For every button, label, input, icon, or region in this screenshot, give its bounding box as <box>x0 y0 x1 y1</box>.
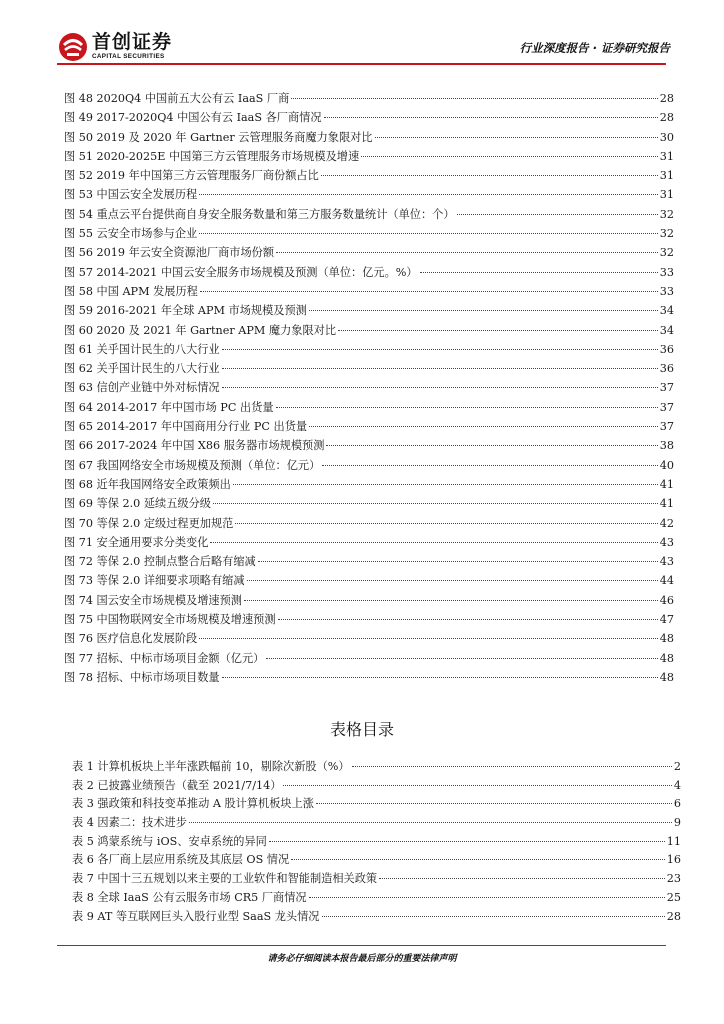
figure-index-entry[interactable] <box>64 109 674 128</box>
toc-page-number: 47 <box>659 613 674 627</box>
table-index-list <box>72 758 681 926</box>
toc-page-number: 30 <box>659 130 674 144</box>
toc-page-number: 41 <box>659 497 674 511</box>
toc-entry-title: 表 7 中国十三五规划以来主要的工业软件和智能制造相关政策 <box>72 872 378 886</box>
table-index-entry[interactable] <box>72 889 681 908</box>
toc-entry-title: 图 52 2019 年中国第三方云管理服务厂商份额占比 <box>64 169 319 183</box>
toc-page-number: 11 <box>666 834 681 848</box>
company-logo <box>58 32 172 62</box>
capital-securities-logo-icon <box>58 32 88 62</box>
toc-entry-title: 图 51 2020-2025E 中国第三方云管理服务市场规模及增速 <box>64 149 360 163</box>
toc-dot-leader <box>200 291 658 292</box>
toc-entry-title: 图 55 云安全市场参与企业 <box>64 227 198 241</box>
toc-page-number: 31 <box>659 188 674 202</box>
toc-page-number: 32 <box>659 207 674 221</box>
toc-page-number: 48 <box>659 632 674 646</box>
toc-entry-title: 图 48 2020Q4 中国前五大公有云 IaaS 厂商 <box>64 92 290 105</box>
toc-dot-leader <box>283 785 671 786</box>
toc-page-number: 32 <box>659 227 674 241</box>
toc-entry-title: 图 61 关乎国计民生的八大行业 <box>64 342 220 356</box>
toc-entry-title: 图 59 2016-2021 年全球 APM 市场规模及预测 <box>64 304 307 318</box>
toc-page-number: 37 <box>659 420 674 434</box>
toc-page-number: 25 <box>666 890 681 904</box>
toc-dot-leader <box>321 175 658 176</box>
figure-index-entry[interactable] <box>64 129 674 148</box>
toc-dot-leader <box>326 445 657 446</box>
figure-index-entry[interactable] <box>64 592 674 611</box>
toc-page-number: 46 <box>659 593 674 607</box>
figure-index-entry[interactable] <box>64 418 674 437</box>
toc-page-number: 48 <box>659 670 674 684</box>
toc-page-number: 40 <box>659 458 674 472</box>
toc-entry-title: 图 65 2014-2017 年中国商用分行业 PC 出货量 <box>64 420 308 434</box>
toc-entry-title: 图 49 2017-2020Q4 中国公有云 IaaS 各厂商情况 <box>64 111 322 125</box>
toc-dot-leader <box>222 368 658 369</box>
toc-page-number: 38 <box>659 439 674 453</box>
toc-dot-leader <box>199 638 658 639</box>
figure-index-entry[interactable] <box>64 186 674 205</box>
figure-index-entry[interactable] <box>64 515 674 534</box>
toc-entry-title: 图 50 2019 及 2020 年 Gartner 云管理服务商魔力象限对比 <box>64 130 373 144</box>
legal-disclaimer: 请务必仔细阅读本报告最后部分的重要法律声明 <box>267 954 457 964</box>
toc-page-number: 28 <box>666 909 681 923</box>
toc-entry-title: 图 57 2014-2021 中国云安全服务市场规模及预测（单位：亿元。%） <box>64 265 418 279</box>
figure-index-entry[interactable] <box>64 553 674 572</box>
toc-dot-leader <box>247 580 658 581</box>
toc-dot-leader <box>199 194 658 195</box>
figure-index-entry[interactable] <box>64 341 674 360</box>
toc-page-number: 28 <box>659 111 674 125</box>
toc-dot-leader <box>420 272 658 273</box>
toc-dot-leader <box>244 600 658 601</box>
figure-index-entry[interactable] <box>64 611 674 630</box>
table-index-entry[interactable] <box>72 833 681 852</box>
toc-dot-leader <box>352 766 672 767</box>
toc-page-number: 42 <box>659 516 674 530</box>
figure-index-entry[interactable] <box>64 225 674 244</box>
toc-entry-title: 图 70 等保 2.0 定级过程更加规范 <box>64 516 234 530</box>
toc-page-number: 44 <box>659 574 674 588</box>
toc-entry-title: 图 71 安全通用要求分类变化 <box>64 535 209 549</box>
toc-entry-title: 表 8 全球 IaaS 公有云服务市场 CR5 厂商情况 <box>72 890 307 904</box>
page-header <box>0 0 724 70</box>
figure-index-list <box>64 90 674 688</box>
toc-entry-title: 图 75 中国物联网安全市场规模及增速预测 <box>64 613 276 627</box>
toc-dot-leader <box>233 484 658 485</box>
toc-entry-title: 图 64 2014-2017 年中国市场 PC 出货量 <box>64 400 274 414</box>
toc-entry-title: 图 66 2017-2024 年中国 X86 服务器市场规模预测 <box>64 439 325 453</box>
toc-dot-leader <box>309 310 658 311</box>
toc-page-number: 6 <box>673 797 681 811</box>
toc-entry-title: 表 6 各厂商上层应用系统及其底层 OS 情况 <box>72 853 290 867</box>
toc-dot-leader <box>276 252 658 253</box>
toc-dot-leader <box>210 542 657 543</box>
figure-index-entry[interactable] <box>64 476 674 495</box>
table-index-entry[interactable] <box>72 814 681 833</box>
toc-page-number: 34 <box>659 304 674 318</box>
toc-entry-title: 图 74 国云安全市场规模及增速预测 <box>64 593 242 607</box>
toc-page-number: 34 <box>659 323 674 337</box>
toc-page-number: 4 <box>673 778 681 792</box>
toc-entry-title: 图 77 招标、中标市场项目金额（亿元） <box>64 651 265 665</box>
table-index-entry[interactable] <box>72 870 681 889</box>
toc-dot-leader <box>213 503 658 504</box>
toc-entry-title: 表 9 AT 等互联网巨头入股行业型 SaaS 龙头情况 <box>72 909 320 923</box>
toc-page-number: 43 <box>659 555 674 569</box>
figure-index-entry[interactable] <box>64 457 674 476</box>
logo-chinese-name: 首创证券 <box>92 31 173 53</box>
toc-page-number: 9 <box>673 816 681 830</box>
toc-entry-title: 图 56 2019 年云安全资源池厂商市场份额 <box>64 246 275 260</box>
header-divider <box>57 63 666 65</box>
toc-page-number: 23 <box>666 872 681 886</box>
toc-page-number: 32 <box>659 246 674 260</box>
toc-dot-leader <box>276 407 658 408</box>
toc-dot-leader <box>222 677 658 678</box>
toc-entry-title: 表 2 已披露业绩预告（截至 2021/7/14） <box>72 778 282 792</box>
table-index-entry[interactable] <box>72 908 681 927</box>
footer-divider <box>57 945 666 946</box>
toc-entry-title: 图 62 关乎国计民生的八大行业 <box>64 362 220 376</box>
toc-page-number: 2 <box>673 760 681 773</box>
toc-dot-leader <box>379 878 665 879</box>
toc-dot-leader <box>222 349 658 350</box>
toc-dot-leader <box>361 156 658 157</box>
toc-entry-title: 表 5 鸿蒙系统与 iOS、安卓系统的异同 <box>72 834 267 848</box>
toc-dot-leader <box>269 841 665 842</box>
figure-index-entry[interactable] <box>64 495 674 514</box>
report-type-label: 行业深度报告 · 证券研究报告 <box>519 41 670 55</box>
toc-page-number: 48 <box>659 651 674 665</box>
figure-index-entry[interactable] <box>64 360 674 379</box>
toc-dot-leader <box>189 822 672 823</box>
logo-english-name: CAPITAL SECURITIES <box>92 53 165 60</box>
toc-dot-leader <box>316 803 672 804</box>
toc-page-number: 28 <box>659 92 674 105</box>
toc-page-number: 36 <box>659 362 674 376</box>
toc-page-number: 33 <box>659 265 674 279</box>
toc-dot-leader <box>309 897 665 898</box>
toc-page-number: 16 <box>666 853 681 867</box>
toc-dot-leader <box>375 137 658 138</box>
toc-entry-title: 表 4 因素二：技术进步 <box>72 816 187 830</box>
figure-index-entry[interactable] <box>64 148 674 167</box>
toc-entry-title: 图 54 重点云平台提供商自身安全服务数量和第三方服务数量统计（单位：个） <box>64 207 455 221</box>
table-index-entry[interactable] <box>72 851 681 870</box>
toc-entry-title: 图 63 信创产业链中外对标情况 <box>64 381 220 395</box>
figure-index-entry[interactable] <box>64 437 674 456</box>
toc-entry-title: 图 69 等保 2.0 延续五级分级 <box>64 497 211 511</box>
table-index-entry[interactable] <box>72 758 681 777</box>
figure-index-entry[interactable] <box>64 669 674 688</box>
toc-entry-title: 图 67 我国网络安全市场规模及预测（单位：亿元） <box>64 458 321 472</box>
toc-dot-leader <box>322 465 657 466</box>
toc-entry-title: 表 1 计算机板块上半年涨跌幅前 10，剔除次新股（%） <box>72 760 350 773</box>
toc-entry-title: 图 78 招标、中标市场项目数量 <box>64 670 220 684</box>
toc-entry-title: 图 76 医疗信息化发展阶段 <box>64 632 198 646</box>
figure-index-entry[interactable] <box>64 630 674 649</box>
toc-dot-leader <box>222 387 658 388</box>
figure-index-entry[interactable] <box>64 399 674 418</box>
figure-index-entry[interactable] <box>64 90 674 109</box>
figure-index-entry[interactable] <box>64 244 674 263</box>
toc-entry-title: 图 72 等保 2.0 控制点整合后略有缩减 <box>64 555 256 569</box>
toc-entry-title: 图 68 近年我国网络安全政策频出 <box>64 477 231 491</box>
toc-dot-leader <box>291 859 665 860</box>
toc-page-number: 41 <box>659 477 674 491</box>
toc-dot-leader <box>324 117 658 118</box>
toc-page-number: 31 <box>659 169 674 183</box>
toc-page-number: 43 <box>659 535 674 549</box>
toc-dot-leader <box>322 916 665 917</box>
toc-dot-leader <box>199 233 658 234</box>
figure-index-entry[interactable] <box>64 572 674 591</box>
table-index-entry[interactable] <box>72 795 681 814</box>
toc-dot-leader <box>258 561 658 562</box>
figure-index-entry[interactable] <box>64 650 674 669</box>
toc-entry-title: 图 73 等保 2.0 详细要求项略有缩减 <box>64 574 245 588</box>
toc-dot-leader <box>309 426 658 427</box>
toc-entry-title: 图 60 2020 及 2021 年 Gartner APM 魔力象限对比 <box>64 323 337 337</box>
toc-page-number: 31 <box>659 149 674 163</box>
toc-dot-leader <box>235 523 657 524</box>
toc-entry-title: 表 3 强政策和科技变革推动 A 股计算机板块上涨 <box>72 797 314 811</box>
toc-entry-title: 图 53 中国云安全发展历程 <box>64 188 198 202</box>
figure-index-entry[interactable] <box>64 264 674 283</box>
toc-dot-leader <box>278 619 658 620</box>
figure-index-entry[interactable] <box>64 167 674 186</box>
figure-index-entry[interactable] <box>64 206 674 225</box>
toc-dot-leader <box>291 98 657 99</box>
toc-page-number: 37 <box>659 381 674 395</box>
toc-page-number: 36 <box>659 342 674 356</box>
table-index-entry[interactable] <box>72 777 681 796</box>
figure-index-entry[interactable] <box>64 302 674 321</box>
figure-index-entry[interactable] <box>64 322 674 341</box>
toc-dot-leader <box>338 330 658 331</box>
toc-entry-title: 图 58 中国 APM 发展历程 <box>64 284 198 298</box>
figure-index-entry[interactable] <box>64 379 674 398</box>
toc-page-number: 33 <box>659 284 674 298</box>
toc-dot-leader <box>266 658 657 659</box>
figure-index-entry[interactable] <box>64 534 674 553</box>
toc-page-number: 37 <box>659 400 674 414</box>
figure-index-entry[interactable] <box>64 283 674 302</box>
toc-dot-leader <box>457 214 658 215</box>
table-index-title: 表格目录 <box>329 720 394 739</box>
